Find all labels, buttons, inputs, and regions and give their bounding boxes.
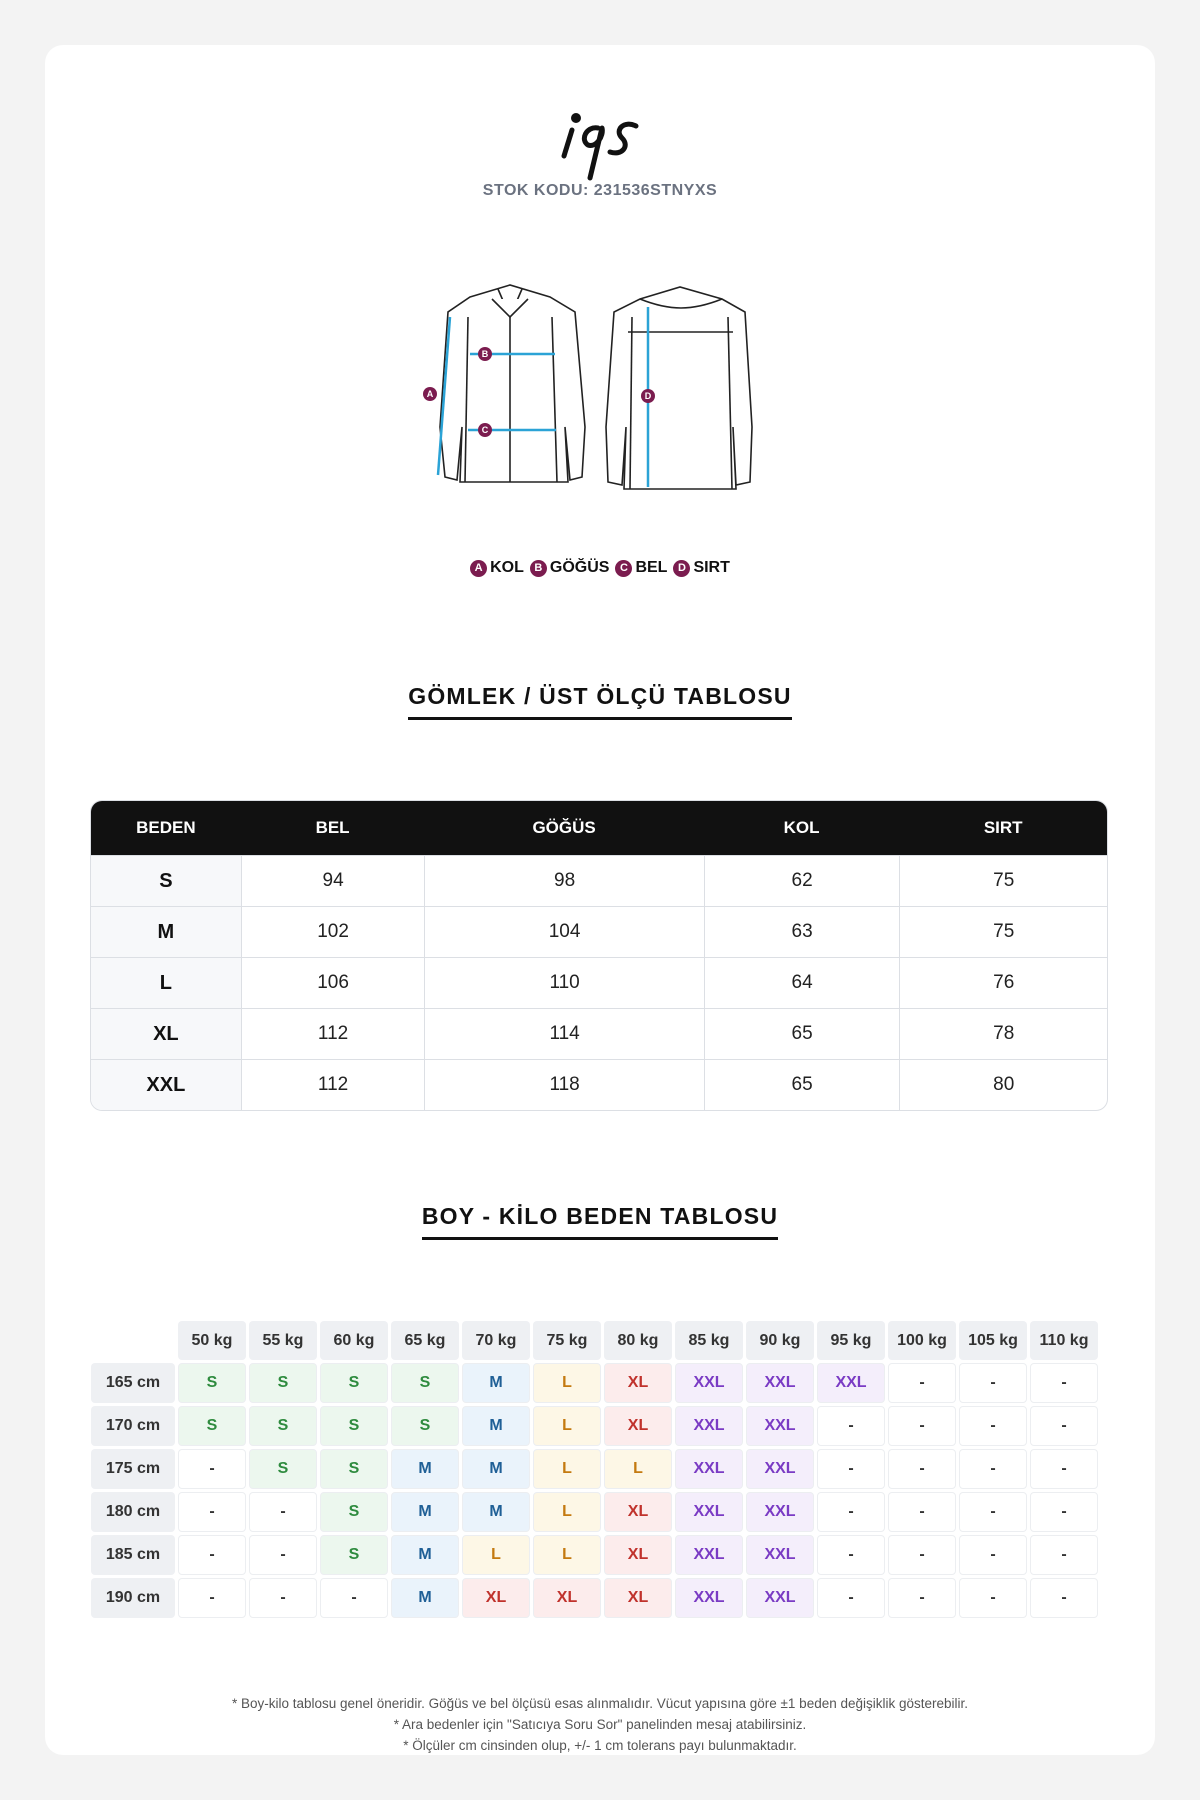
size-row bbox=[91, 855, 1107, 906]
size-recommendation-cell: L bbox=[533, 1406, 601, 1446]
size-recommendation-cell: - bbox=[959, 1535, 1027, 1575]
measurement-cell: 78 bbox=[899, 1008, 1107, 1059]
size-recommendation-cell: XL bbox=[604, 1492, 672, 1532]
size-recommendation-cell: XXL bbox=[746, 1578, 814, 1618]
weight-header: 110 kg bbox=[1030, 1321, 1098, 1360]
size-recommendation-cell: S bbox=[249, 1363, 317, 1403]
size-recommendation-cell: XXL bbox=[675, 1535, 743, 1575]
stock-code: STOK KODU: 231536STNYXS bbox=[482, 182, 718, 199]
size-recommendation-cell: XL bbox=[604, 1406, 672, 1446]
measurement-cell: 94 bbox=[241, 855, 425, 906]
size-recommendation-cell: S bbox=[320, 1492, 388, 1532]
height-header: 190 cm bbox=[91, 1578, 175, 1618]
size-recommendation-cell: XXL bbox=[817, 1363, 885, 1403]
svg-text:A: A bbox=[426, 389, 434, 399]
legend-badge: B bbox=[530, 560, 547, 577]
weight-header: 80 kg bbox=[604, 1321, 672, 1360]
size-recommendation-cell: - bbox=[1030, 1492, 1098, 1532]
size-recommendation-cell: XXL bbox=[675, 1449, 743, 1489]
shirt-measurement-illustration bbox=[400, 277, 800, 567]
size-recommendation-cell: XXL bbox=[746, 1492, 814, 1532]
weight-header: 60 kg bbox=[320, 1321, 388, 1360]
size-recommendation-cell: XL bbox=[462, 1578, 530, 1618]
size-recommendation-cell: XXL bbox=[746, 1406, 814, 1446]
weight-header: 50 kg bbox=[178, 1321, 246, 1360]
height-row bbox=[91, 1363, 1098, 1403]
svg-text:C: C bbox=[481, 425, 489, 435]
measurement-cell: 110 bbox=[424, 957, 703, 1008]
size-recommendation-cell: XXL bbox=[675, 1492, 743, 1532]
measurement-cell: 98 bbox=[424, 855, 703, 906]
size-recommendation-cell: - bbox=[888, 1578, 956, 1618]
size-recommendation-cell: S bbox=[391, 1406, 459, 1446]
size-recommendation-cell: - bbox=[959, 1406, 1027, 1446]
size-recommendation-cell: - bbox=[178, 1535, 246, 1575]
measurement-cell: 114 bbox=[424, 1008, 703, 1059]
measurement-cell: 64 bbox=[704, 957, 900, 1008]
size-recommendation-cell: - bbox=[888, 1363, 956, 1403]
measurement-cell: 118 bbox=[424, 1059, 703, 1110]
size-recommendation-cell: S bbox=[391, 1363, 459, 1403]
size-label-cell: M bbox=[91, 906, 241, 957]
boy-kilo-title: BOY - KİLO BEDEN TABLOSU bbox=[45, 1203, 1155, 1240]
size-recommendation-cell: - bbox=[817, 1449, 885, 1489]
weight-header: 75 kg bbox=[533, 1321, 601, 1360]
size-recommendation-cell: - bbox=[888, 1406, 956, 1446]
size-recommendation-cell: - bbox=[959, 1578, 1027, 1618]
size-recommendation-cell: - bbox=[959, 1449, 1027, 1489]
size-table bbox=[90, 800, 1108, 1111]
size-recommendation-cell: L bbox=[533, 1535, 601, 1575]
footnote: * Boy-kilo tablosu genel öneridir. Göğüs ve bel ölçüsü esas alınmalıdır. Vücut yapısına göre ±1 beden değişiklik gösterebilir. bbox=[231, 1696, 969, 1711]
measurement-cell: 112 bbox=[241, 1008, 425, 1059]
size-recommendation-cell: XXL bbox=[746, 1363, 814, 1403]
size-recommendation-cell: - bbox=[888, 1492, 956, 1532]
legend-label: KOL bbox=[490, 559, 524, 576]
height-row bbox=[91, 1578, 1098, 1618]
weight-header: 100 kg bbox=[888, 1321, 956, 1360]
corner-cell bbox=[91, 1321, 175, 1360]
weight-header-row bbox=[91, 1321, 1098, 1360]
size-row bbox=[91, 906, 1107, 957]
weight-header: 95 kg bbox=[817, 1321, 885, 1360]
size-recommendation-cell: XXL bbox=[675, 1363, 743, 1403]
height-row bbox=[91, 1492, 1098, 1532]
size-recommendation-cell: XL bbox=[533, 1578, 601, 1618]
size-recommendation-cell: S bbox=[249, 1449, 317, 1489]
legend-item-sirt bbox=[673, 559, 729, 577]
legend-item-kol bbox=[470, 559, 524, 577]
weight-header: 90 kg bbox=[746, 1321, 814, 1360]
size-recommendation-cell: M bbox=[391, 1449, 459, 1489]
size-recommendation-cell: XXL bbox=[675, 1578, 743, 1618]
legend-badge: D bbox=[673, 560, 690, 577]
size-label-cell: S bbox=[91, 855, 241, 906]
column-header: BEL bbox=[241, 801, 425, 855]
size-recommendation-cell: - bbox=[959, 1363, 1027, 1403]
legend-item-gogus bbox=[530, 559, 610, 577]
size-recommendation-cell: - bbox=[817, 1578, 885, 1618]
size-recommendation-cell: XXL bbox=[746, 1535, 814, 1575]
legend-badge: A bbox=[470, 560, 487, 577]
size-recommendation-cell: - bbox=[178, 1578, 246, 1618]
size-recommendation-cell: - bbox=[178, 1449, 246, 1489]
size-recommendation-cell: L bbox=[533, 1449, 601, 1489]
legend-label: SIRT bbox=[693, 559, 730, 576]
size-recommendation-cell: M bbox=[391, 1578, 459, 1618]
size-recommendation-cell: - bbox=[959, 1492, 1027, 1532]
size-recommendation-cell: L bbox=[533, 1363, 601, 1403]
weight-header: 105 kg bbox=[959, 1321, 1027, 1360]
size-recommendation-cell: XXL bbox=[746, 1449, 814, 1489]
svg-text:B: B bbox=[481, 349, 489, 359]
size-recommendation-cell: XXL bbox=[675, 1406, 743, 1446]
weight-header: 65 kg bbox=[391, 1321, 459, 1360]
size-recommendation-cell: - bbox=[178, 1492, 246, 1532]
size-recommendation-cell: S bbox=[320, 1406, 388, 1446]
size-recommendation-cell: M bbox=[462, 1363, 530, 1403]
column-header: BEDEN bbox=[91, 801, 241, 855]
size-guide-card bbox=[45, 45, 1155, 1755]
footnotes bbox=[45, 1693, 1155, 1756]
legend-badge: C bbox=[615, 560, 632, 577]
measurement-cell: 63 bbox=[704, 906, 900, 957]
weight-header: 55 kg bbox=[249, 1321, 317, 1360]
legend-item-bel bbox=[615, 559, 667, 577]
size-recommendation-cell: M bbox=[391, 1535, 459, 1575]
size-recommendation-cell: - bbox=[249, 1578, 317, 1618]
measurement-cell: 65 bbox=[704, 1008, 900, 1059]
footnote: * Ara bedenler için "Satıcıya Soru Sor" panelinden mesaj atabilirsiniz. bbox=[393, 1717, 807, 1732]
measurement-legend bbox=[45, 559, 1155, 577]
height-row bbox=[91, 1449, 1098, 1489]
height-header: 165 cm bbox=[91, 1363, 175, 1403]
footnote: * Ölçüler cm cinsinden olup, +/- 1 cm tolerans payı bulunmaktadır. bbox=[403, 1738, 797, 1753]
size-recommendation-cell: S bbox=[320, 1535, 388, 1575]
size-recommendation-cell: - bbox=[888, 1449, 956, 1489]
legend-label: BEL bbox=[635, 559, 668, 576]
measurement-cell: 75 bbox=[899, 855, 1107, 906]
size-recommendation-cell: XL bbox=[604, 1578, 672, 1618]
size-recommendation-cell: L bbox=[533, 1492, 601, 1532]
boy-kilo-table bbox=[88, 1318, 1101, 1621]
size-recommendation-cell: - bbox=[817, 1492, 885, 1532]
size-row bbox=[91, 957, 1107, 1008]
size-recommendation-cell: S bbox=[249, 1406, 317, 1446]
height-header: 175 cm bbox=[91, 1449, 175, 1489]
size-recommendation-cell: S bbox=[320, 1449, 388, 1489]
measurement-cell: 65 bbox=[704, 1059, 900, 1110]
size-label-cell: XXL bbox=[91, 1059, 241, 1110]
size-recommendation-cell: S bbox=[178, 1363, 246, 1403]
measurement-cell: 102 bbox=[241, 906, 425, 957]
size-recommendation-cell: - bbox=[1030, 1449, 1098, 1489]
size-recommendation-cell: XL bbox=[604, 1363, 672, 1403]
size-recommendation-cell: - bbox=[249, 1492, 317, 1532]
brand-logo bbox=[550, 90, 650, 185]
size-recommendation-cell: - bbox=[1030, 1535, 1098, 1575]
size-recommendation-cell: - bbox=[1030, 1578, 1098, 1618]
size-recommendation-cell: - bbox=[888, 1535, 956, 1575]
size-recommendation-cell: - bbox=[249, 1535, 317, 1575]
svg-text:D: D bbox=[644, 391, 652, 401]
size-table-title: GÖMLEK / ÜST ÖLÇÜ TABLOSU bbox=[45, 683, 1155, 720]
height-row bbox=[91, 1535, 1098, 1575]
column-header: KOL bbox=[704, 801, 900, 855]
weight-header: 70 kg bbox=[462, 1321, 530, 1360]
size-recommendation-cell: S bbox=[178, 1406, 246, 1446]
height-row bbox=[91, 1406, 1098, 1446]
size-recommendation-cell: XL bbox=[604, 1535, 672, 1575]
measurement-cell: 62 bbox=[704, 855, 900, 906]
size-recommendation-cell: L bbox=[604, 1449, 672, 1489]
measurement-cell: 75 bbox=[899, 906, 1107, 957]
height-header: 185 cm bbox=[91, 1535, 175, 1575]
size-table-header bbox=[91, 801, 1107, 855]
size-recommendation-cell: M bbox=[462, 1492, 530, 1532]
measurement-cell: 76 bbox=[899, 957, 1107, 1008]
height-header: 170 cm bbox=[91, 1406, 175, 1446]
size-recommendation-cell: M bbox=[462, 1406, 530, 1446]
legend-label: GÖĞÜS bbox=[549, 559, 610, 576]
size-recommendation-cell: L bbox=[462, 1535, 530, 1575]
size-row bbox=[91, 1008, 1107, 1059]
column-header: SIRT bbox=[899, 801, 1107, 855]
size-label-cell: XL bbox=[91, 1008, 241, 1059]
size-recommendation-cell: - bbox=[1030, 1406, 1098, 1446]
size-recommendation-cell: - bbox=[1030, 1363, 1098, 1403]
measurement-cell: 112 bbox=[241, 1059, 425, 1110]
size-recommendation-cell: - bbox=[817, 1406, 885, 1446]
size-recommendation-cell: M bbox=[391, 1492, 459, 1532]
height-header: 180 cm bbox=[91, 1492, 175, 1532]
measurement-cell: 106 bbox=[241, 957, 425, 1008]
column-header: GÖĞÜS bbox=[424, 801, 703, 855]
size-recommendation-cell: - bbox=[320, 1578, 388, 1618]
weight-header: 85 kg bbox=[675, 1321, 743, 1360]
size-recommendation-cell: M bbox=[462, 1449, 530, 1489]
size-recommendation-cell: - bbox=[817, 1535, 885, 1575]
size-row bbox=[91, 1059, 1107, 1110]
measurement-cell: 80 bbox=[899, 1059, 1107, 1110]
measurement-cell: 104 bbox=[424, 906, 703, 957]
size-label-cell: L bbox=[91, 957, 241, 1008]
size-recommendation-cell: S bbox=[320, 1363, 388, 1403]
